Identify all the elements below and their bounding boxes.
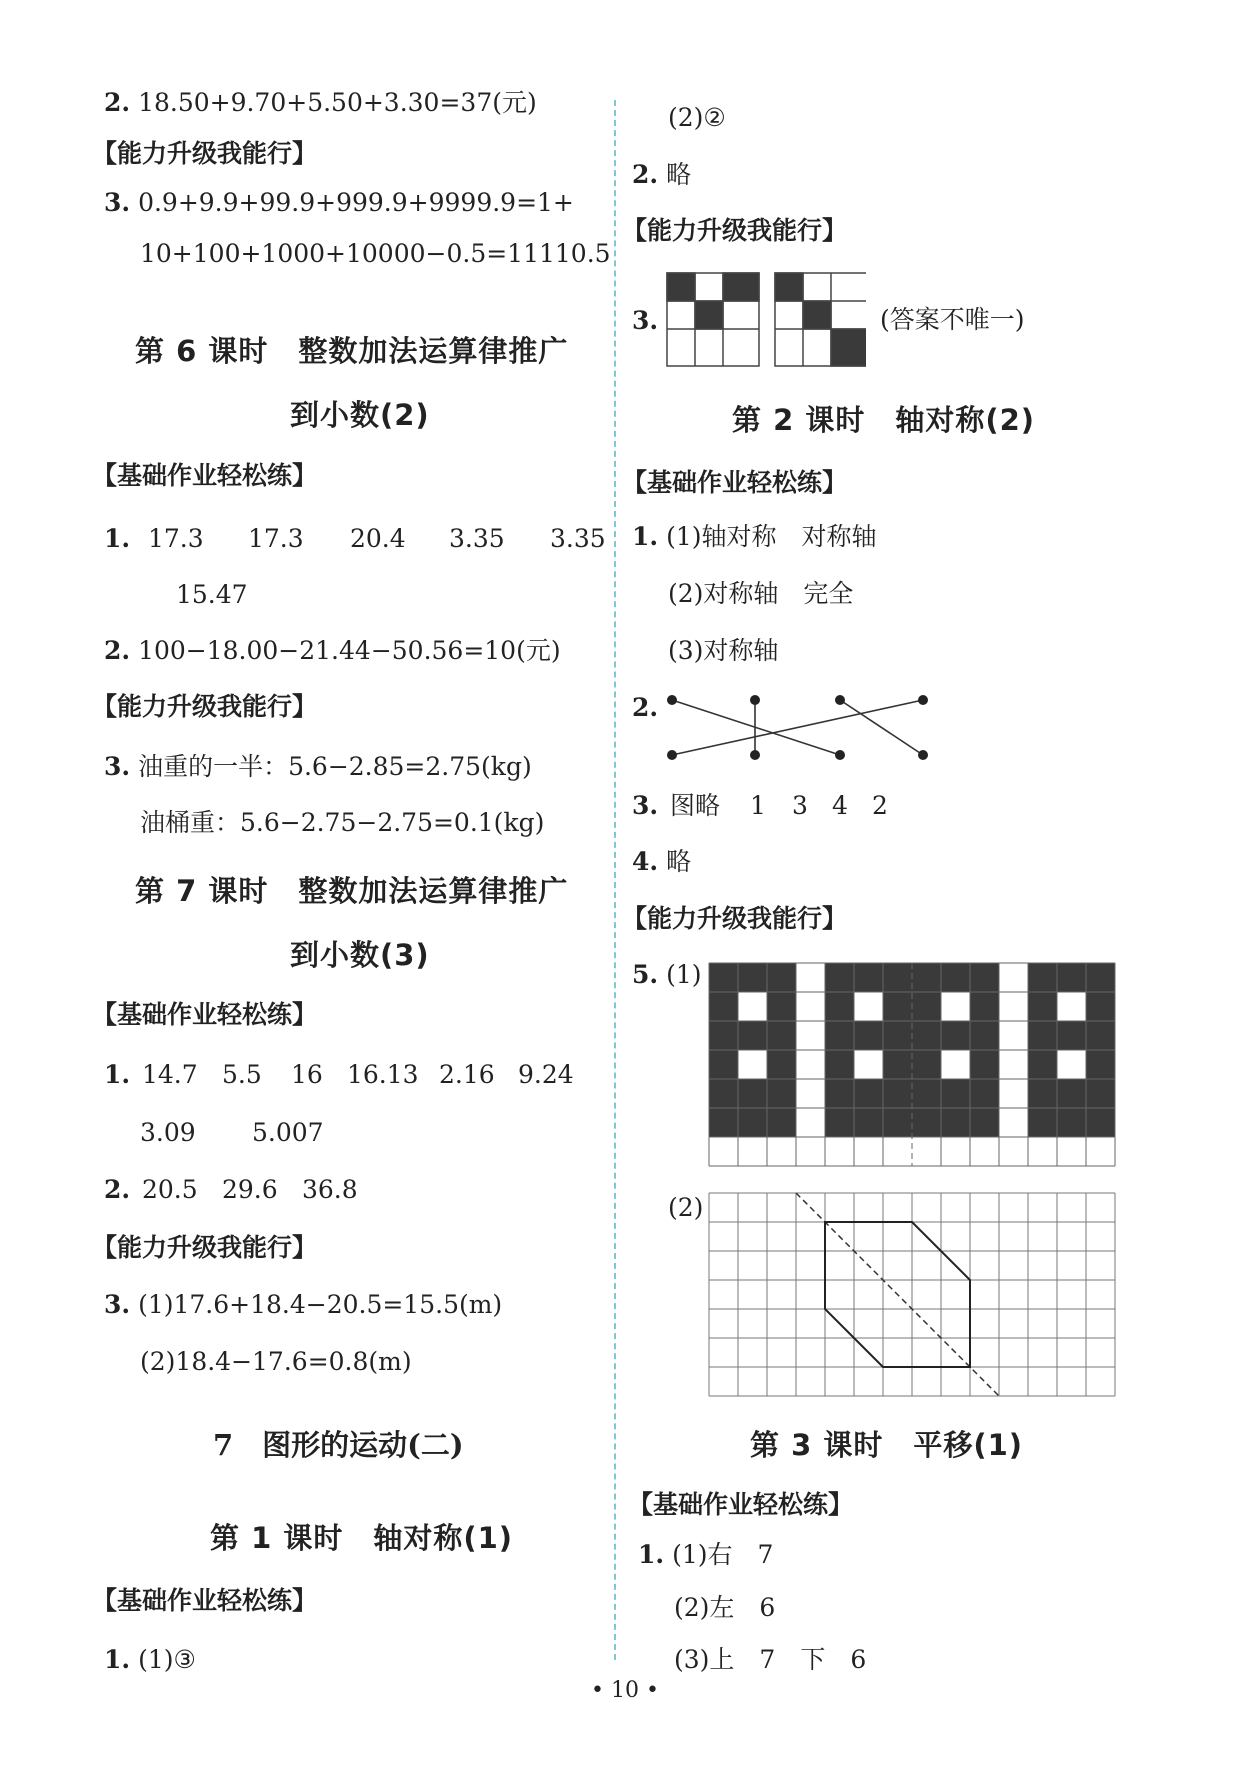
answer-line [632, 847, 691, 877]
answer-value: 17.3 [248, 524, 304, 553]
filled-cell [709, 1108, 738, 1137]
filled-cell [709, 992, 738, 1021]
answer-value: 4 [832, 791, 848, 820]
answer-line [104, 1060, 574, 1090]
item-number: 2. [104, 88, 131, 117]
item-number: 2. [632, 693, 659, 722]
item-number: 1. [104, 524, 131, 553]
answer-text: 略 [666, 160, 692, 189]
item-number: 1. [638, 1540, 665, 1569]
lesson-title: 第 3 课时 平移(1) [750, 1428, 1024, 1462]
answer-text: 18.50+9.70+5.50+3.30=37(元) [138, 88, 537, 117]
answer-line [104, 524, 606, 554]
answer-text: (2) [668, 1193, 704, 1222]
answer-text: (2)18.4−17.6=0.8(m) [140, 1347, 412, 1376]
lesson-title-cont: 到小数(3) [290, 938, 430, 972]
answer-line [638, 1540, 773, 1570]
answer-value: 3.35 [449, 524, 505, 553]
lesson-title-cont: 到小数(2) [290, 398, 430, 432]
filled-cell [883, 963, 912, 992]
answer-text: (1)③ [138, 1645, 196, 1674]
dot [750, 695, 760, 705]
filled-cell [1086, 1079, 1115, 1108]
answer-line [104, 1645, 196, 1675]
filled-cell [883, 1050, 912, 1079]
answer-value: 9.24 [518, 1060, 574, 1089]
answer-text: 油桶重：5.6−2.75−2.75=0.1(kg) [140, 808, 545, 837]
section-heading: 【基础作业轻松练】 [628, 1490, 854, 1519]
answer-value: 3.09 [140, 1118, 196, 1147]
filled-cell [912, 1021, 941, 1050]
answer-value: 17.3 [148, 524, 204, 553]
dot [750, 750, 760, 760]
filled-cell [883, 1021, 912, 1050]
section-heading: 【基础作业轻松练】 [92, 461, 318, 490]
filled-cell [738, 963, 767, 992]
filled-cell [831, 329, 866, 366]
filled-cell [1086, 1108, 1115, 1137]
answer-line [632, 160, 691, 190]
answer-value: 5.007 [252, 1118, 324, 1147]
lesson-title: 第 6 课时 整数加法运算律推广 [135, 334, 569, 368]
answer-value: 2 [872, 791, 888, 820]
filled-cell [854, 963, 883, 992]
filled-cell [912, 1050, 941, 1079]
filled-cell [803, 301, 831, 329]
dot [918, 750, 928, 760]
answer-line [632, 791, 888, 821]
answer-value: 3.35 [550, 524, 606, 553]
item-number: 1. [104, 1645, 131, 1674]
answer-line [104, 1290, 502, 1320]
answer-line [104, 636, 561, 666]
filled-cell [767, 992, 796, 1021]
answer-line [632, 693, 658, 723]
answer-text: 15.47 [176, 580, 248, 609]
answer-value: 29.6 [222, 1175, 278, 1204]
filled-cell [941, 1021, 970, 1050]
filled-cell [695, 301, 723, 329]
filled-cell [738, 1021, 767, 1050]
filled-cell [883, 992, 912, 1021]
filled-cell [709, 963, 738, 992]
filled-cell [1028, 992, 1057, 1021]
filled-cell [825, 1079, 854, 1108]
filled-cell [825, 963, 854, 992]
matching-lines-figure [660, 690, 940, 780]
filled-cell [738, 1108, 767, 1137]
lesson-title: 第 7 课时 整数加法运算律推广 [135, 874, 569, 908]
item-number: 3. [632, 306, 659, 335]
answer-value: 1 [750, 791, 766, 820]
filled-cell [767, 1050, 796, 1079]
filled-cell [970, 992, 999, 1021]
answer-line [632, 522, 876, 552]
filled-cell [854, 1021, 883, 1050]
unit-title: 7 图形的运动(二) [213, 1428, 464, 1462]
answer-value: 20.5 [142, 1175, 198, 1204]
answer-text: (3)对称轴 [668, 636, 779, 665]
filled-cell [970, 1079, 999, 1108]
filled-cell [767, 1079, 796, 1108]
filled-cell [767, 1108, 796, 1137]
answer-value: 3 [792, 791, 808, 820]
filled-cell [1086, 992, 1115, 1021]
column-divider [614, 100, 616, 1660]
item-number: 2. [104, 1175, 131, 1204]
answer-text: (2)左 6 [674, 1593, 776, 1622]
answer-text: (2)② [668, 103, 726, 132]
filled-cell [883, 1108, 912, 1137]
filled-cell [1028, 963, 1057, 992]
filled-cell [883, 1079, 912, 1108]
filled-cell [1086, 963, 1115, 992]
filled-cell [1028, 1021, 1057, 1050]
filled-cell [1057, 1079, 1086, 1108]
section-heading: 【基础作业轻松练】 [92, 1586, 318, 1615]
answer-note: (答案不唯一) [880, 305, 1025, 334]
answer-line [104, 752, 532, 782]
section-heading: 【能力升级我能行】 [622, 216, 848, 245]
filled-cell [912, 1079, 941, 1108]
filled-cell [1057, 1021, 1086, 1050]
dot [667, 695, 677, 705]
filled-cell [1086, 1021, 1115, 1050]
filled-cell [912, 963, 941, 992]
section-heading: 【基础作业轻松练】 [622, 468, 848, 497]
section-heading: 【能力升级我能行】 [92, 692, 318, 721]
lesson-title: 第 1 课时 轴对称(1) [210, 1521, 514, 1555]
answer-line [632, 960, 701, 990]
answer-text: 10+100+1000+10000−0.5=11110.5 [140, 239, 611, 268]
filled-cell [825, 1108, 854, 1137]
item-number: 1. [632, 522, 659, 551]
answer-value: 2.16 [439, 1060, 495, 1089]
item-number: 1. [104, 1060, 131, 1089]
filled-cell [667, 273, 695, 301]
answer-line [104, 188, 574, 218]
axis-symmetry-grid [708, 1192, 1118, 1397]
answer-text: (1)17.6+18.4−20.5=15.5(m) [138, 1290, 503, 1319]
filled-cell [767, 1021, 796, 1050]
dot [835, 695, 845, 705]
section-heading: 【能力升级我能行】 [622, 904, 848, 933]
filled-cell [1028, 1108, 1057, 1137]
item-number: 3. [632, 791, 659, 820]
section-heading: 【能力升级我能行】 [92, 1233, 318, 1262]
section-heading: 【基础作业轻松练】 [92, 1000, 318, 1029]
grid-figure-b [775, 273, 866, 366]
dot [835, 750, 845, 760]
item-number: 3. [104, 1290, 131, 1319]
answer-line [140, 1118, 324, 1148]
page-number: • 10 • [591, 1678, 659, 1703]
filled-cell [723, 273, 759, 301]
answer-text: 略 [666, 847, 692, 876]
answer-text: (2)对称轴 完全 [668, 579, 854, 608]
filled-cell [912, 992, 941, 1021]
filled-cell [970, 963, 999, 992]
filled-cell [1028, 1050, 1057, 1079]
filled-cell [1057, 963, 1086, 992]
filled-cell [941, 963, 970, 992]
grid-figure-a [667, 273, 759, 366]
filled-cell [825, 992, 854, 1021]
answer-text: (1) [666, 960, 702, 989]
item-number: 3. [104, 188, 131, 217]
filled-cell [1057, 1108, 1086, 1137]
item-number: 2. [632, 160, 659, 189]
filled-cell [970, 1050, 999, 1079]
filled-cell [825, 1021, 854, 1050]
answer-text: 0.9+9.9+99.9+999.9+9999.9=1+ [138, 188, 574, 217]
dot [918, 695, 928, 705]
filled-cell [970, 1021, 999, 1050]
filled-cell [854, 1079, 883, 1108]
answer-value: 5.5 [222, 1060, 262, 1089]
answer-line [104, 1175, 358, 1205]
item-number: 3. [104, 752, 131, 781]
answer-value: 14.7 [142, 1060, 198, 1089]
symmetry-axis [796, 1193, 999, 1396]
filled-cell [709, 1050, 738, 1079]
filled-cell [775, 273, 803, 301]
answer-text: 图略 [670, 791, 721, 820]
filled-cell [825, 1050, 854, 1079]
answer-value: 16.13 [347, 1060, 419, 1089]
filled-cell [709, 1021, 738, 1050]
filled-cell [767, 963, 796, 992]
answer-value: 36.8 [302, 1175, 358, 1204]
answer-value: 16 [291, 1060, 323, 1089]
item-number: 5. [632, 960, 659, 989]
filled-cell [854, 1108, 883, 1137]
filled-cell [941, 1108, 970, 1137]
answer-value: 20.4 [350, 524, 406, 553]
filled-cell [970, 1108, 999, 1137]
dot [667, 750, 677, 760]
section-heading: 【能力升级我能行】 [92, 139, 318, 168]
filled-cell [1028, 1079, 1057, 1108]
answer-line [104, 88, 537, 118]
item-number: 4. [632, 847, 659, 876]
answer-text: (1)右 7 [672, 1540, 774, 1569]
filled-cell [941, 1079, 970, 1108]
answer-text: (1)轴对称 对称轴 [666, 522, 877, 551]
filled-cell [912, 1108, 941, 1137]
answer-line [632, 306, 658, 336]
symmetry-pattern-grid [708, 962, 1118, 1167]
answer-text: 油重的一半：5.6−2.85=2.75(kg) [138, 752, 532, 781]
filled-cell [1086, 1050, 1115, 1079]
filled-cell [709, 1079, 738, 1108]
answer-text: 100−18.00−21.44−50.56=10(元) [138, 636, 561, 665]
filled-cell [738, 1079, 767, 1108]
grid-figure-pair [666, 272, 866, 372]
item-number: 2. [104, 636, 131, 665]
lesson-title: 第 2 课时 轴对称(2) [732, 403, 1036, 437]
answer-text: (3)上 7 下 6 [674, 1645, 867, 1674]
